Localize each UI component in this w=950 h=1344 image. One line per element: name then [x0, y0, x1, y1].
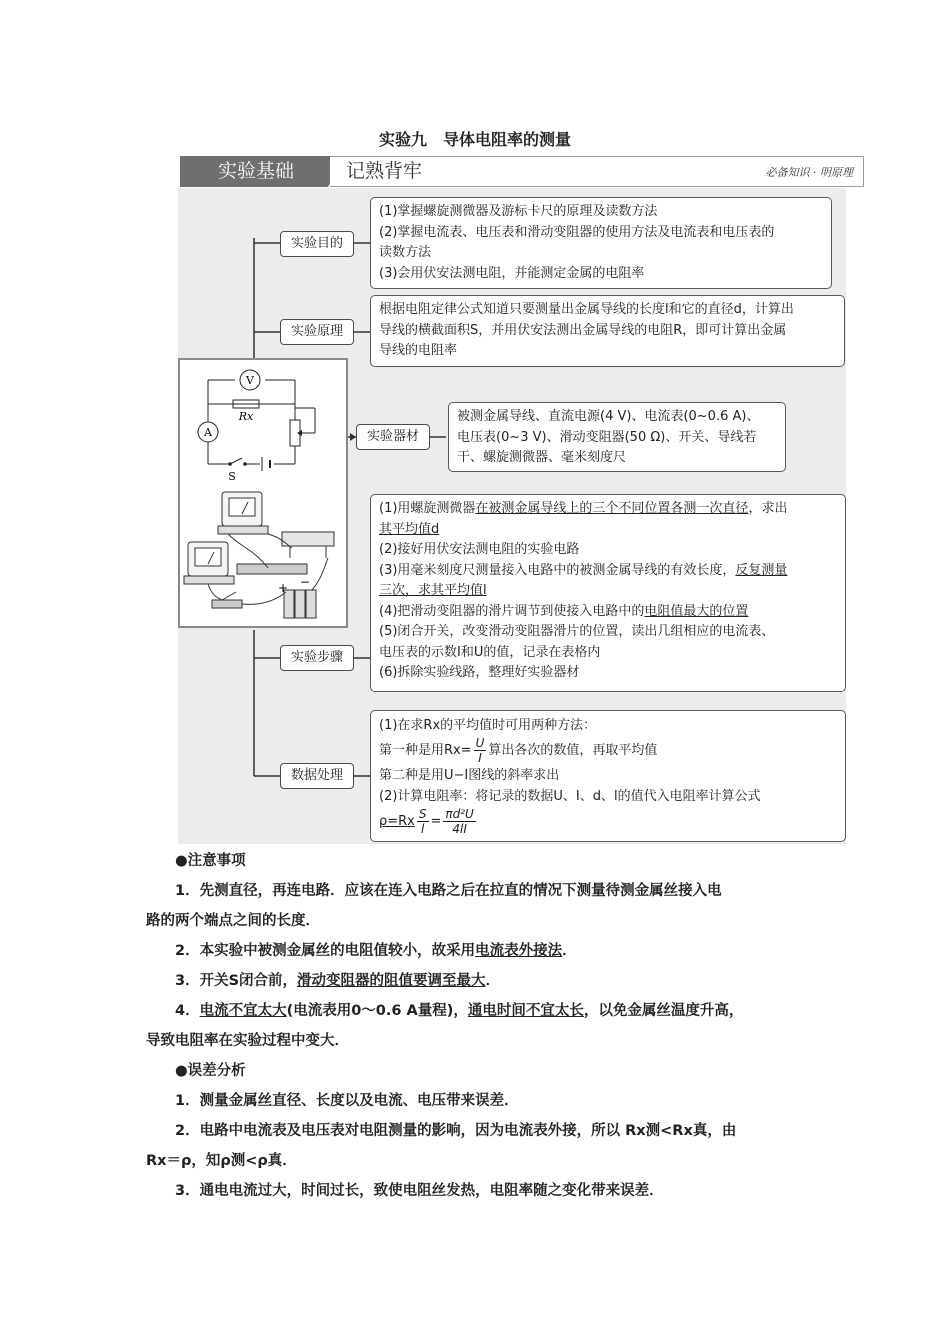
label-purpose: 实验目的 [280, 231, 354, 257]
apparatus-illustration [182, 488, 344, 624]
section-banner [180, 156, 864, 187]
page-title: 实验九 导体电阻率的测量 [378, 130, 571, 149]
principle-line-2: 导线的横截面积S，并用伏安法测出金属导线的电阻R，即可计算出金属 [379, 322, 787, 338]
banner-left-label: 实验基础 [180, 156, 328, 187]
principle-line-1: 根据电阻定律公式知道只要测量出金属导线的长度l和它的直径d，计算出 [379, 302, 794, 317]
error-1: 1．测量金属丝直径、长度以及电流、电压带来误差． [175, 1093, 519, 1109]
equipment-line-3: 干、螺旋测微器、毫米刻度尺 [457, 450, 627, 465]
label-equipment: 实验器材 [356, 424, 430, 450]
data-line-4: (2)计算电阻率：将记录的数据U、I、d、l的值代入电阻率计算公式 [379, 789, 761, 804]
switch-label: S [228, 470, 236, 483]
purpose-line-2: (2)掌握电流表、电压表和滑动变阻器的使用方法及电流表和电压表的 [379, 224, 775, 240]
content-purpose [370, 197, 832, 289]
battery-plus-label: + [278, 581, 289, 595]
ammeter-label: A [204, 426, 212, 439]
notes-section [146, 846, 806, 1206]
note-2: 2．本实验中被测金属丝的电阻值较小，故采用电流表外接法． [175, 943, 577, 959]
label-steps: 实验步骤 [280, 645, 354, 671]
steps-line-4: (3)用毫米刻度尺测量接入电路中的被测金属导线的有效长度，反复测量 [379, 562, 788, 578]
steps-line-2: 其平均值d [379, 521, 440, 537]
purpose-line-3: 读数方法 [379, 245, 432, 260]
battery-minus-label: − [300, 575, 311, 589]
banner-subtitle: 必备知识 · 明原理 [765, 166, 853, 179]
purpose-line-1: (1)掌握螺旋测微器及游标卡尺的原理及读数方法 [379, 204, 658, 219]
data-line-2: 第一种是用Rx= $\frac{U}{I}$ 算出各次的数值，再取平均值 [379, 736, 658, 765]
data-line-1: (1)在求Rx的平均值时可用两种方法： [379, 718, 597, 733]
note-3: 3．开关S闭合前，滑动变阻器的阻值要调至最大． [175, 973, 501, 989]
resistivity-fraction-1: $\frac{S}{l}$ [418, 807, 427, 836]
content-data [370, 710, 846, 842]
error-2-cont: Rx＝ρ，知ρ测<ρ真． [146, 1153, 297, 1169]
steps-line-3: (2)接好用伏安法测电阻的实验电路 [379, 542, 580, 557]
note-4: 4．电流不宜太大(电流表用0～0.6 A量程)，通电时间不宜太长，以免金属丝温度升高， [175, 1003, 744, 1019]
error-3: 3．通电电流过大，时间过长，致使电阻丝发热，电阻率随之变化带来误差． [175, 1183, 664, 1199]
label-principle: 实验原理 [280, 319, 354, 345]
principle-line-3: 导线的电阻率 [379, 343, 458, 358]
label-data: 数据处理 [280, 763, 354, 789]
content-steps [370, 494, 846, 692]
note-1: 1．先测直径，再连电路．应该在连入电路之后在拉直的情况下测量待测金属丝接入电 [175, 883, 722, 899]
steps-line-1: (1)用螺旋测微器在被测金属导线上的三个不同位置各测一次直径，求出 [379, 501, 788, 516]
voltmeter-label: V [246, 374, 254, 387]
notes-heading: ●注意事项 [175, 853, 246, 869]
equipment-line-2: 电压表(0~3 V)、滑动变阻器(50 Ω)、开关、导线若 [457, 429, 757, 445]
content-equipment [448, 402, 786, 472]
steps-line-8: 电压表的示数I和U的值，记录在表格内 [379, 644, 601, 660]
resistivity-fraction-2: $\frac{\text{πd²U}}{4lI}$ [445, 807, 474, 836]
equipment-line-1: 被测金属导线、直流电源(4 V)、电流表(0~0.6 A)、 [457, 409, 760, 424]
circuit-diagram [190, 366, 330, 486]
content-principle [370, 295, 845, 367]
banner-right-label: 记熟背牢 [346, 160, 423, 182]
purpose-line-4: (3)会用伏安法测电阻，并能测定金属的电阻率 [379, 265, 645, 281]
data-line-5: ρ=Rx $\frac{S}{l}$ = $\frac{\text{πd²U}}{4lI}$ [379, 807, 474, 836]
steps-line-7: (5)闭合开关，改变滑动变阻器滑片的位置，读出几组相应的电流表、 [379, 624, 775, 639]
resistor-label: Rx [238, 410, 254, 423]
steps-line-6: (4)把滑动变阻器的滑片调节到使接入电路中的电阻值最大的位置 [379, 603, 749, 619]
steps-line-5: 三次，求其平均值l [379, 583, 487, 598]
error-2: 2．电路中电流表及电压表对电阻测量的影响，因为电流表外接，所以 Rx测<Rx真，由 [175, 1123, 737, 1139]
ohm-law-fraction: $\frac{U}{I}$ [475, 736, 485, 765]
data-line-3: 第二种是用U−I图线的斜率求出 [379, 768, 560, 783]
note-1-cont: 路的两个端点之间的长度． [146, 913, 320, 929]
steps-line-9: (6)拆除实验线路，整理好实验器材 [379, 665, 580, 680]
note-4-cont: 导致电阻率在实验过程中变大． [146, 1033, 349, 1049]
errors-heading: ●误差分析 [175, 1063, 246, 1079]
